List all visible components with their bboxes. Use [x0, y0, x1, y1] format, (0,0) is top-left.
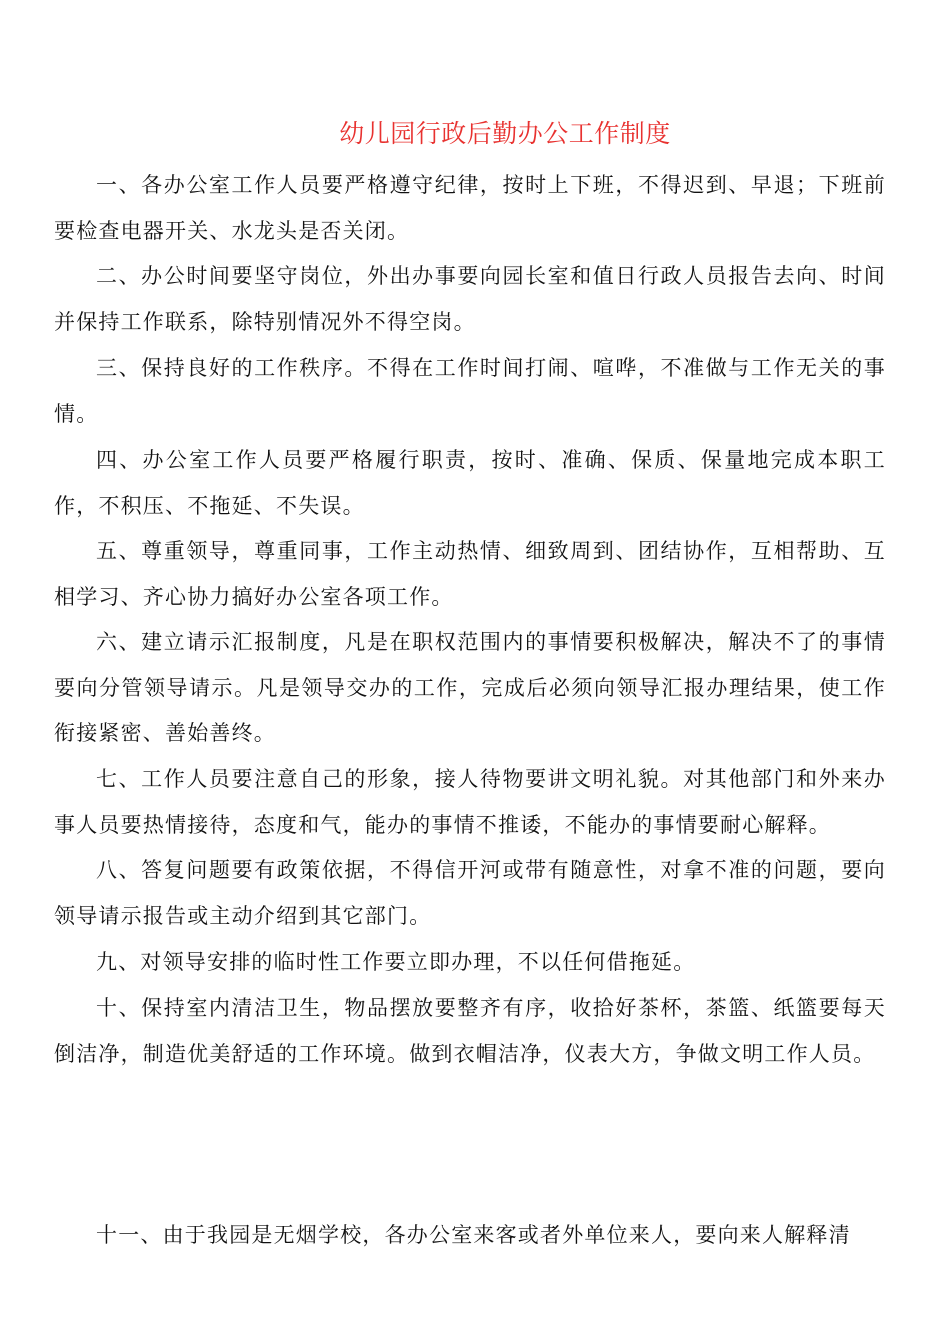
- paragraph-6: 六、建立请示汇报制度，凡是在职权范围内的事情要积极解决，解决不了的事情要向分管领导请示。凡是领导交办的工作，完成后必须向领导汇报办理结果，使工作衔接紧密、善始善终。: [54, 630, 886, 745]
- paragraph-10: 十、保持室内清洁卫生，物品摆放要整齐有序，收拾好茶杯，茶篮、纸篮要每天倒洁净，制造优美舒适的工作环境。做到衣帽洁净，仪表大方，争做文明工作人员。: [54, 996, 886, 1066]
- paragraph-5: 五、尊重领导，尊重同事，工作主动热情、细致周到、团结协作，互相帮助、互相学习、齐心协力搞好办公室各项工作。: [54, 539, 886, 609]
- document-title: 幼儿园行政后勤办公工作制度: [339, 119, 671, 148]
- paragraph-1: 一、各办公室工作人员要严格遵守纪律，按时上下班，不得迟到、早退；下班前要检查电器开关、水龙头是否关闭。: [54, 173, 886, 243]
- paragraph-11: 十一、由于我园是无烟学校，各办公室来客或者外单位来人，要向来人解释清: [96, 1223, 851, 1247]
- paragraph-9: 九、对领导安排的临时性工作要立即办理，不以任何借拖延。: [96, 950, 696, 974]
- paragraph-4: 四、办公室工作人员要严格履行职责，按时、准确、保质、保量地完成本职工作，不积压、不拖延、不失误。: [54, 448, 886, 518]
- paragraph-8: 八、答复问题要有政策依据，不得信开河或带有随意性，对拿不准的问题，要向领导请示报告或主动介绍到其它部门。: [54, 858, 886, 928]
- paragraph-3: 三、保持良好的工作秩序。不得在工作时间打闹、喧哗，不准做与工作无关的事情。: [54, 356, 886, 426]
- paragraph-2: 二、办公时间要坚守岗位，外出办事要向园长室和值日行政人员报告去向、时间并保持工作联系，除特别情况外不得空岗。: [54, 264, 886, 334]
- paragraph-7: 七、工作人员要注意自己的形象，接人待物要讲文明礼貌。对其他部门和外来办事人员要热情接待，态度和气，能办的事情不推诿，不能办的事情要耐心解释。: [54, 767, 886, 837]
